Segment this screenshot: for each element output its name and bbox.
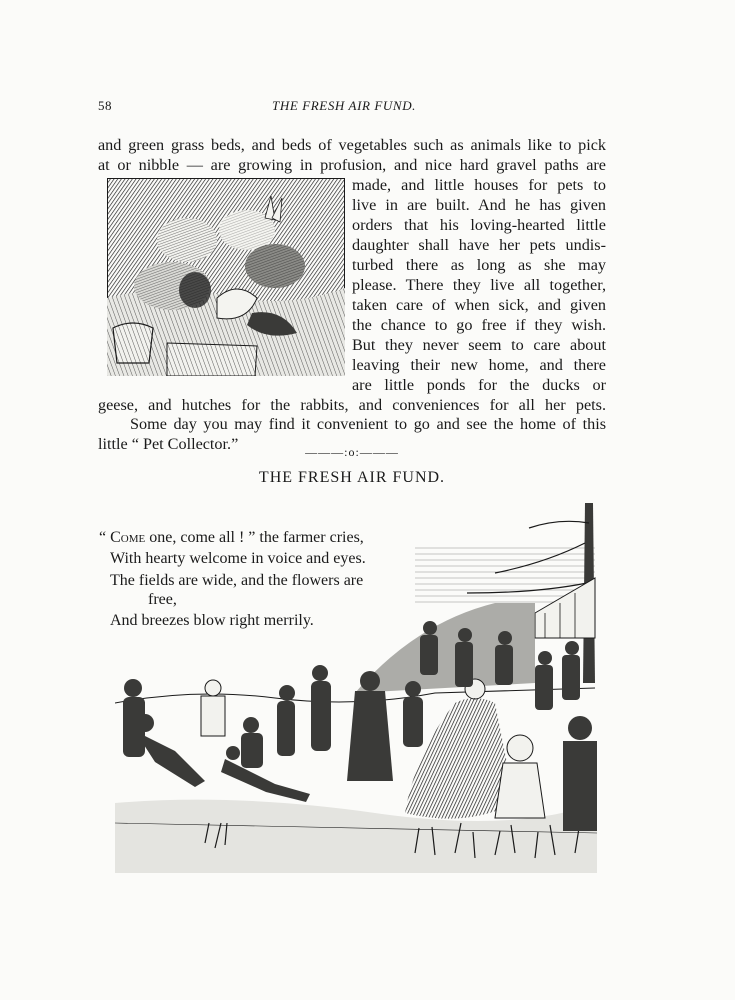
article-line: geese, and hutches for the rabbits, and conveniences for all her pets. <box>98 396 606 414</box>
running-head: THE FRESH AIR FUND. <box>272 98 417 113</box>
article-line: turbed there as long as she may <box>352 256 606 274</box>
article-line: the chance to go free if they wish. <box>352 316 606 334</box>
article-line: and green grass beds, and beds of vegetables such as animals like to pick <box>98 136 606 154</box>
article-line: daughter shall have her pets undis- <box>352 236 606 254</box>
article-line: But they never seem to care about <box>352 336 606 354</box>
poem-line: The fields are wide, and the flowers are <box>110 572 364 589</box>
article-line: Some day you may find it convenient to go and see the home of this <box>130 415 606 433</box>
article-line: are little ponds for the ducks or <box>352 376 606 394</box>
poem-line: With hearty welcome in voice and eyes. <box>110 550 366 567</box>
page-number: 58 <box>98 98 112 113</box>
article-line: made, and little houses for pets to <box>352 176 606 194</box>
article-line: taken care of when sick, and given <box>352 296 606 314</box>
children-engraving <box>115 503 597 873</box>
article-line: leaving their new home, and there <box>352 356 606 374</box>
poem-line: free, <box>148 591 177 608</box>
article-line: little “ Pet Collector.” <box>98 435 239 453</box>
poem-small-caps: Come <box>110 529 146 546</box>
article-line: orders that his loving-hearted little <box>352 216 606 234</box>
poem-line-rest: one, come all ! ” the farmer cries, <box>145 529 364 546</box>
article-line: live in are built. And he has given <box>352 196 606 214</box>
rabbits-engraving <box>107 178 345 376</box>
article-line: at or nibble — are growing in profusion, and nice hard gravel paths are <box>98 156 606 174</box>
section-title: THE FRESH AIR FUND. <box>258 469 446 486</box>
article-line: please. There they live all together, <box>352 276 606 294</box>
poem-open-quote: “ <box>99 529 111 546</box>
section-divider: ———:o:——— <box>305 445 399 459</box>
poem-line: And breezes blow right merrily. <box>110 612 314 629</box>
